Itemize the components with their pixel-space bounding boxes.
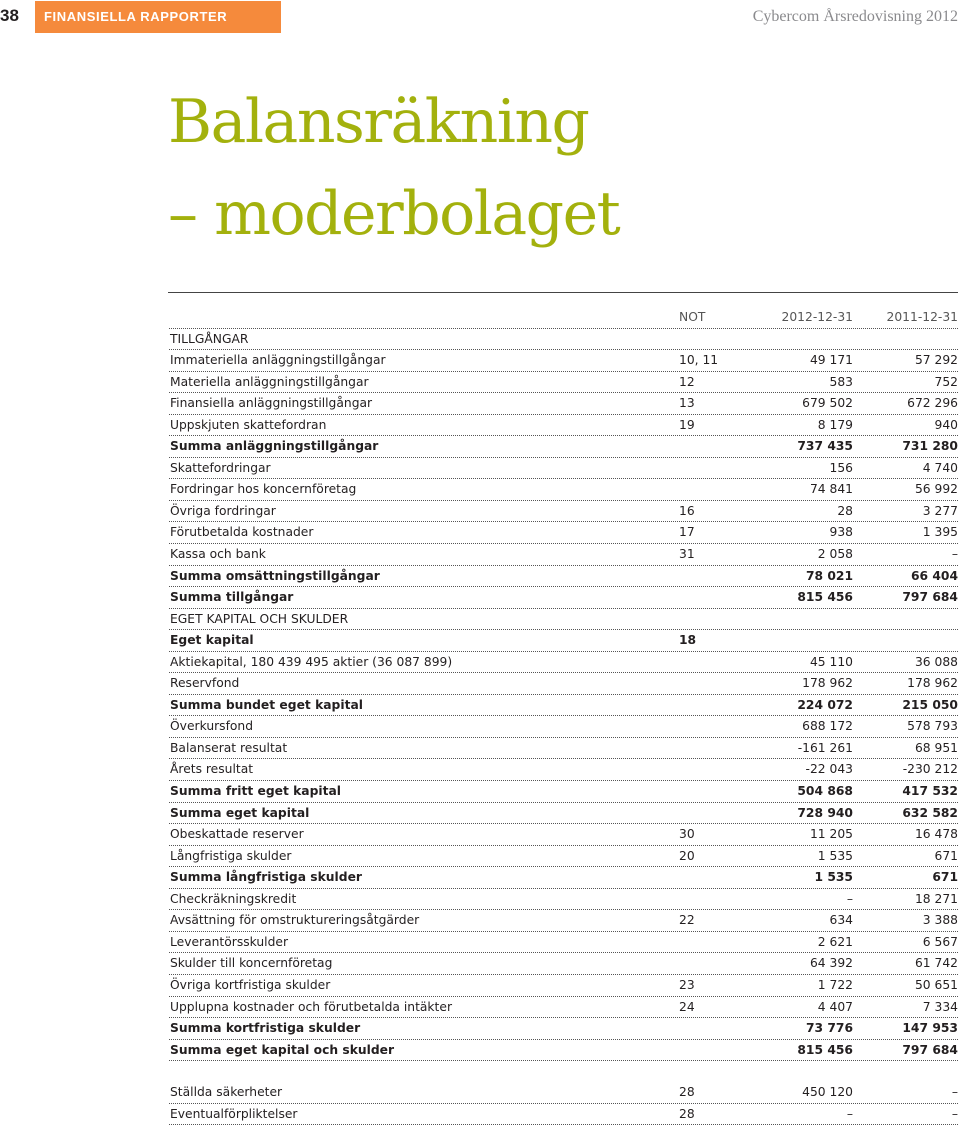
running-header: Cybercom Årsredovisning 2012 [752,8,958,25]
row-note: 16 [679,503,695,518]
row-note: 22 [679,913,695,928]
row-label: Upplupna kostnader och förutbetalda intäkter [170,999,452,1014]
row-note: 19 [679,417,695,432]
row-label: Summa fritt eget kapital [170,784,342,799]
row-value-2011: -230 212 [902,762,958,777]
balance-sheet-table [169,307,958,1061]
row-value-2011: 147 953 [902,1021,958,1036]
row-note: 20 [679,848,695,863]
row-label: Summa kortfristiga skulder [170,1021,361,1036]
table-row [169,975,958,997]
row-value-2011: 178 962 [907,676,958,691]
table-row [169,1040,958,1062]
table-row [169,652,958,674]
table-row [169,566,958,588]
row-label: Summa tillgångar [170,590,294,605]
row-value-2012: 45 110 [809,654,853,669]
row-label: Ställda säkerheter [170,1085,283,1099]
row-label: Eget kapital [170,633,254,648]
table-row [169,415,958,437]
row-label: Checkräkningskredit [170,891,297,906]
table-row [169,738,958,760]
row-label: Summa eget kapital och skulder [170,1042,395,1057]
table-row [169,436,958,458]
row-note: 17 [679,525,695,540]
row-value-2011: – [951,1085,958,1099]
row-value-2012: 64 392 [809,956,853,971]
table-row [169,501,958,523]
column-header-2012: 2012-12-31 [781,310,853,324]
row-value-2012: 1 535 [817,848,853,863]
row-value-2012: 4 407 [817,999,853,1014]
row-value-2011: 797 684 [902,1042,958,1057]
table-row [169,1082,958,1104]
row-value-2012: 74 841 [809,482,853,497]
table-row [169,716,958,738]
section-banner: FINANSIELLA RAPPORTER [35,1,281,33]
table-row [169,393,958,415]
row-label: Avsättning för omstruktureringsåtgärder [170,913,420,928]
row-value-2011: 671 [932,870,958,885]
row-label: Materiella anläggningstillgångar [170,374,369,389]
table-row [169,458,958,480]
row-value-2011: 417 532 [902,784,958,799]
row-label: Summa långfristiga skulder [170,870,362,885]
row-value-2012: 224 072 [797,697,853,712]
row-value-2012: 450 120 [802,1085,853,1099]
row-value-2011: 671 [934,848,958,863]
table-row [169,609,958,631]
row-value-2011: – [951,1106,958,1121]
row-value-2011: 940 [934,417,958,432]
table-row [169,953,958,975]
table-row [169,997,958,1019]
row-label: Förutbetalda kostnader [170,525,314,540]
row-value-2012: 815 456 [797,590,853,605]
row-label: Summa omsättningstillgångar [170,568,380,583]
row-value-2012: 2 621 [817,934,853,949]
row-value-2012: 728 940 [797,805,853,820]
row-value-2012: 2 058 [817,547,853,562]
row-value-2011: 18 271 [914,891,958,906]
row-value-2012: 1 535 [814,870,853,885]
top-rule [168,292,958,293]
row-value-2012: 634 [829,913,853,928]
row-value-2011: 68 951 [914,740,958,755]
row-value-2012: 11 205 [809,827,853,842]
row-value-2012: 49 171 [809,353,853,368]
row-label: Skulder till koncernföretag [170,956,333,971]
row-value-2012: 73 776 [805,1021,853,1036]
row-note: 28 [679,1106,695,1121]
row-note: 28 [679,1085,695,1099]
row-value-2012: 1 722 [817,977,853,992]
table-row [169,867,958,889]
row-value-2011: 36 088 [914,654,958,669]
row-note: 18 [679,633,697,648]
table-row [169,1104,958,1126]
page-title-line-2: – moderbolaget [168,179,620,249]
row-value-2012: -161 261 [797,740,853,755]
row-value-2011: 61 742 [914,956,958,971]
row-note: 31 [679,547,695,562]
row-note: 12 [679,374,695,389]
row-value-2012: -22 043 [805,762,853,777]
row-note: 13 [679,396,695,411]
table-row [169,479,958,501]
table-row [169,695,958,717]
table-row [169,630,958,652]
row-label: Övriga kortfristiga skulder [170,977,331,992]
table-row [169,329,958,351]
row-label: Summa bundet eget kapital [170,697,363,712]
row-value-2012: 178 962 [802,676,853,691]
table-row [169,587,958,609]
row-label: Övriga fordringar [170,503,276,518]
table-row [169,372,958,394]
row-value-2011: 578 793 [907,719,958,734]
row-value-2012: 679 502 [802,396,853,411]
row-label: Aktiekapital, 180 439 495 aktier (36 087 899) [170,654,453,669]
row-value-2012: 688 172 [802,719,853,734]
row-value-2011: 56 992 [914,482,958,497]
row-label: Obeskattade reserver [170,827,304,842]
row-value-2012: 78 021 [805,568,853,583]
row-value-2011: 731 280 [902,439,958,454]
table-row [169,1018,958,1040]
row-note: 10, 11 [679,353,719,368]
row-label: Skattefordringar [170,460,271,475]
row-value-2012: 504 868 [797,784,853,799]
row-note: 24 [679,999,695,1014]
row-label: Leverantörsskulder [170,934,289,949]
row-value-2011: 1 395 [922,525,958,540]
row-value-2011: – [951,547,958,562]
row-label: Eventualförpliktelser [170,1106,298,1121]
row-value-2012: 815 456 [797,1042,853,1057]
row-label: Immateriella anläggningstillgångar [170,353,386,368]
table-row [169,803,958,825]
row-value-2011: 57 292 [914,353,958,368]
row-label: Summa eget kapital [170,805,310,820]
column-header-note: NOT [679,310,706,324]
row-note: 30 [679,827,695,842]
row-value-2012: 938 [829,525,853,540]
row-label: Reservfond [170,676,240,691]
row-label: Balanserat resultat [170,740,288,755]
table-row [169,889,958,911]
row-value-2011: 215 050 [902,697,958,712]
row-label: Överkursfond [170,719,254,734]
page-title-line-1: Balansräkning [168,87,589,157]
row-value-2011: 16 478 [914,827,958,842]
row-label: Kassa och bank [170,547,266,562]
row-note: 23 [679,977,695,992]
row-value-2011: 632 582 [902,805,958,820]
row-value-2011: 3 277 [922,503,958,518]
row-value-2012: 156 [829,460,853,475]
row-value-2011: 66 404 [910,568,958,583]
row-value-2012: 737 435 [797,439,853,454]
row-label: Summa anläggningstillgångar [170,439,379,454]
row-value-2011: 50 651 [914,977,958,992]
table-row [169,759,958,781]
table-row [169,932,958,954]
row-value-2011: 672 296 [907,396,958,411]
row-value-2012: – [846,1106,853,1121]
row-value-2011: 6 567 [922,934,958,949]
row-value-2012: 8 179 [817,417,853,432]
row-label: Långfristiga skulder [170,848,292,863]
row-value-2011: 797 684 [902,590,958,605]
off-balance-table [169,1082,958,1125]
row-label: TILLGÅNGAR [170,331,249,346]
row-value-2011: 7 334 [922,999,958,1014]
page-number: 38 [0,6,19,25]
row-value-2012: 583 [829,374,853,389]
row-value-2012: – [846,891,853,906]
table-row [169,673,958,695]
table-header-row [169,307,958,329]
row-label: Uppskjuten skattefordran [170,417,327,432]
row-label: Finansiella anläggningstillgångar [170,396,373,411]
row-value-2012: 28 [837,503,853,518]
row-value-2011: 752 [934,374,958,389]
column-header-2011: 2011-12-31 [886,310,958,324]
table-row [169,846,958,868]
row-label: EGET KAPITAL OCH SKULDER [170,611,349,626]
table-row [169,824,958,846]
row-value-2011: 3 388 [922,913,958,928]
row-label: Årets resultat [170,762,254,777]
row-label: Fordringar hos koncernföretag [170,482,357,497]
row-value-2011: 4 740 [922,460,958,475]
table-row [169,350,958,372]
table-row [169,544,958,566]
table-row [169,910,958,932]
table-row [169,522,958,544]
table-row [169,781,958,803]
page-title [168,76,619,260]
